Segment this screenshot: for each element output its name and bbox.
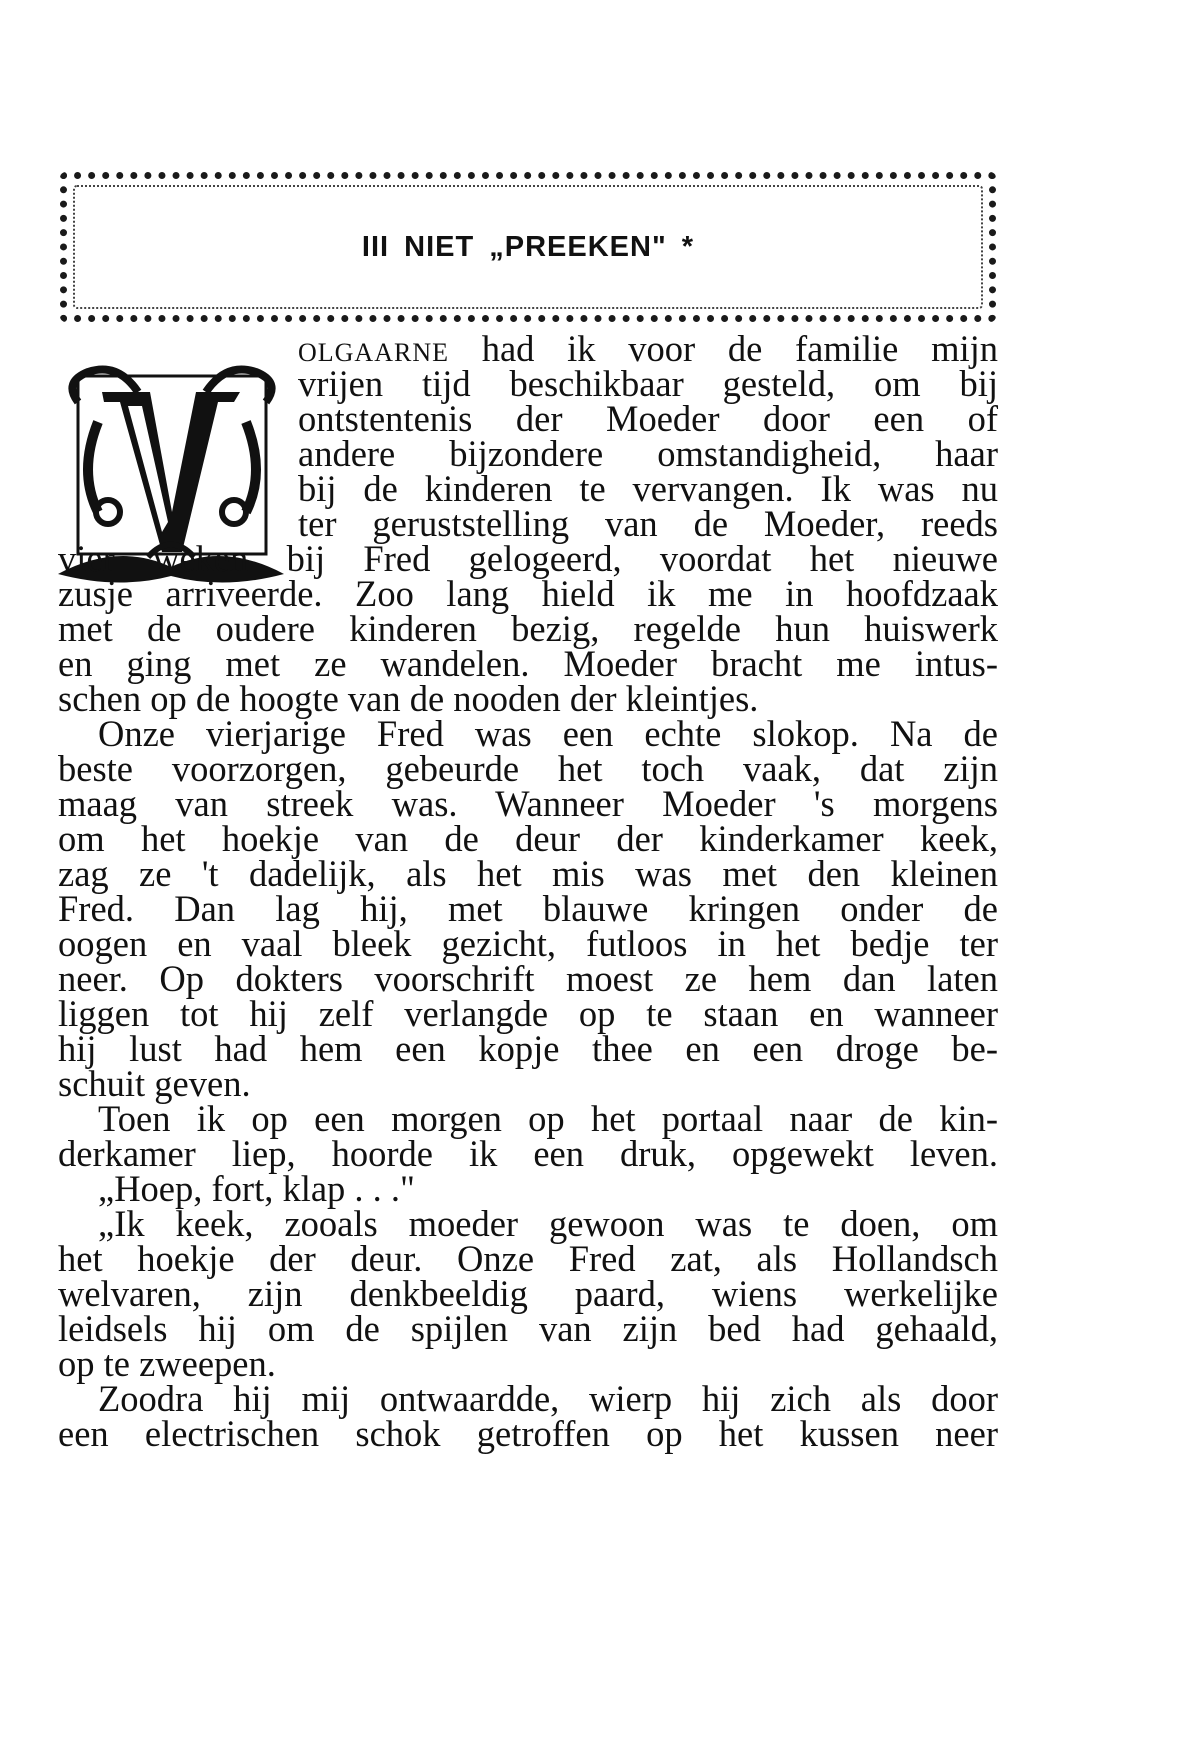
text-line: vrijen tijd beschikbaar gesteld, om bij	[298, 363, 998, 404]
text-line: „Ik keek, zooals moeder gewoon was te doen, om	[98, 1203, 998, 1244]
text-line: bij de kinderen te vervangen. Ik was nu	[298, 468, 998, 509]
text-line: derkamer liep, hoorde ik een druk, opgewekt leven.	[58, 1133, 998, 1174]
text-line: zusje arriveerde. Zoo lang hield ik me in hoofdzaak	[58, 573, 998, 614]
text-line: ontstentenis der Moeder door een of	[298, 398, 998, 439]
text-line: leidsels hij om de spijlen van zijn bed had gehaald,	[58, 1308, 998, 1349]
text-line: Onze vierjarige Fred was een echte slokop. Na de	[98, 713, 998, 754]
text-line: maag van streek was. Wanneer Moeder 's morgens	[58, 783, 998, 824]
text-line: schen op de hoogte van de nooden der kleintjes.	[58, 678, 759, 719]
text-line: beste voorzorgen, gebeurde het toch vaak, dat zijn	[58, 748, 998, 789]
text-line: oogen en vaal bleek gezicht, futloos in het bedje ter	[58, 923, 998, 964]
text-line: ter geruststelling van de Moeder, reeds	[298, 503, 998, 544]
text-line: een electrischen schok getroffen op het kussen neer	[58, 1413, 998, 1454]
text-line: liggen tot hij zelf verlangde op te staan en wanneer	[58, 993, 998, 1034]
text-line: op te zweepen.	[58, 1343, 276, 1384]
text-line: olgaarne had ik voor de familie mijn	[298, 328, 998, 369]
text-line: met de oudere kinderen bezig, regelde hun huiswerk	[58, 608, 998, 649]
text-line: hij lust had hem een kopje thee en een droge be-	[58, 1028, 998, 1069]
text-line: vier weken bij Fred gelogeerd, voordat het nieuwe	[58, 538, 998, 579]
text-line: andere bijzondere omstandigheid, haar	[298, 433, 998, 474]
text-line: „Hoep, fort, klap . . ."	[98, 1168, 415, 1209]
text-line: Toen ik op een morgen op het portaal naar de kin-	[98, 1098, 998, 1139]
text-line: neer. Op dokters voorschrift moest ze hem dan laten	[58, 958, 998, 999]
text-line: Zoodra hij mij ontwaardde, wierp hij zich als door	[98, 1378, 998, 1419]
chapter-header-frame	[60, 172, 996, 322]
text-line: schuit geven.	[58, 1063, 251, 1104]
text-line: het hoekje der deur. Onze Fred zat, als Hollandsch	[58, 1238, 998, 1279]
text-line: welvaren, zijn denkbeeldig paard, wiens werkelijke	[58, 1273, 998, 1314]
drop-cap-continuation: olgaarne	[298, 328, 449, 369]
chapter-title: III NIET „PREEKEN" *	[361, 231, 695, 263]
text-line: en ging met ze wandelen. Moeder bracht me intus-	[58, 643, 998, 684]
text-line: om het hoekje van de deur der kinderkamer keek,	[58, 818, 998, 859]
text-line: zag ze 't dadelijk, als het mis was met den kleinen	[58, 853, 998, 894]
text-line: Fred. Dan lag hij, met blauwe kringen onder de	[58, 888, 998, 929]
